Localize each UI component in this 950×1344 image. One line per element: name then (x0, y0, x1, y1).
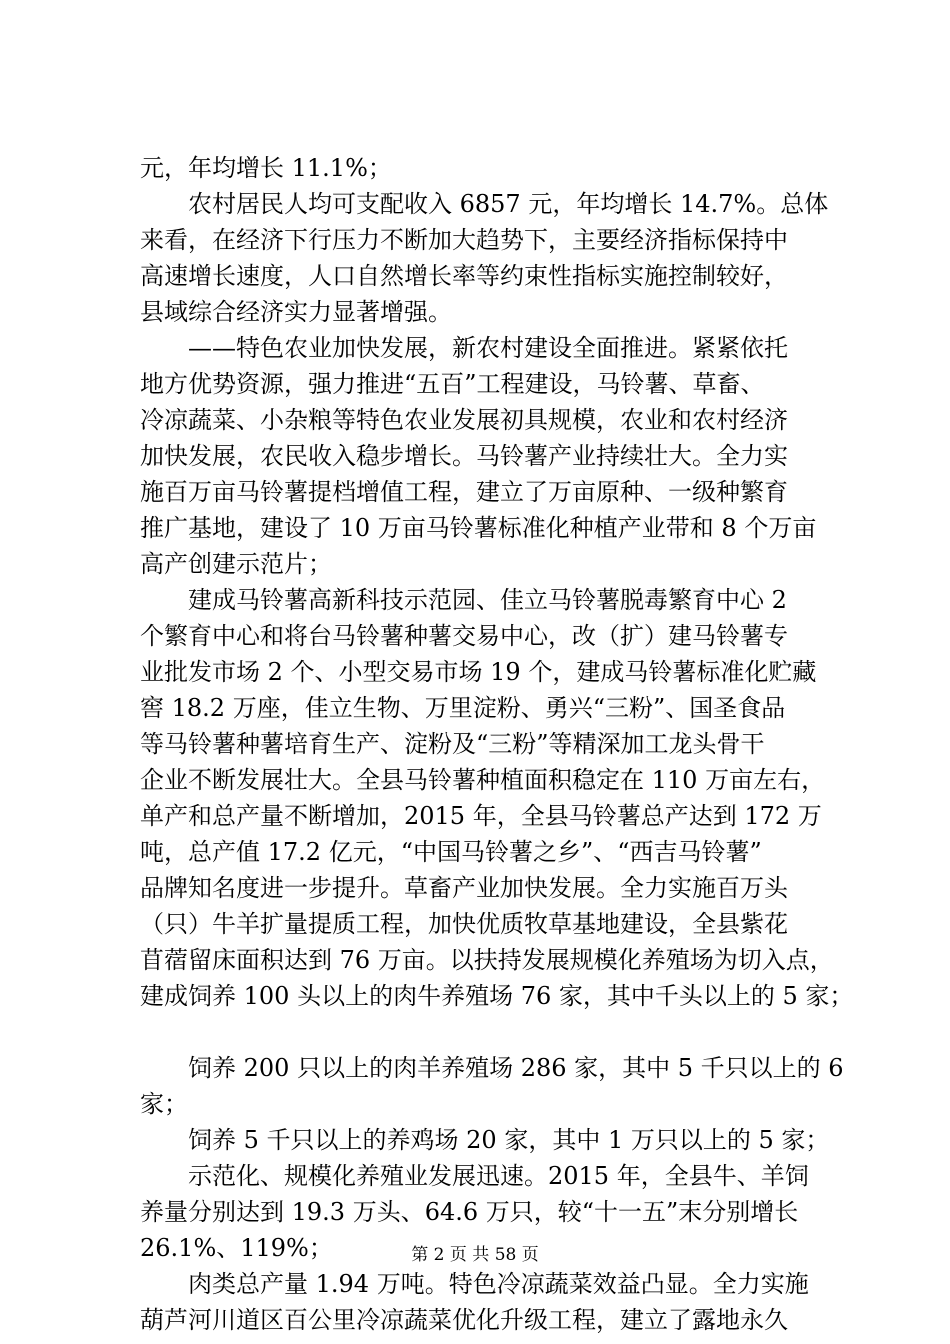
text-line: 建成马铃薯高新科技示范园、佳立马铃薯脱毒繁育中心 2 (140, 586, 787, 614)
text-line: 来看，在经济下行压力不断加大趋势下，主要经济指标保持中 (140, 226, 788, 254)
text-line: 吨，总产值 17.2 亿元，“中国马铃薯之乡”、“西吉马铃薯” (140, 838, 762, 866)
text-line: 企业不断发展壮大。全县马铃薯种植面积稳定在 110 万亩左右， (140, 766, 826, 794)
text-line: 单产和总产量不断增加，2015 年，全县马铃薯总产达到 172 万 (140, 802, 822, 830)
text-line: 施百万亩马铃薯提档增值工程，建立了万亩原种、一级种繁育 (140, 478, 788, 506)
text-line: 肉类总产量 1.94 万吨。特色冷凉蔬菜效益凸显。全力实施 (140, 1270, 809, 1298)
text-line: 地方优势资源，强力推进“五百”工程建设，马铃薯、草畜、 (140, 370, 765, 398)
text-line: 业批发市场 2 个、小型交易市场 19 个，建成马铃薯标准化贮藏 (140, 658, 817, 686)
text-line: 个繁育中心和将台马铃薯种薯交易中心，改（扩）建马铃薯专 (140, 622, 788, 650)
page-number-footer: 第 2 页 共 58 页 (411, 1245, 539, 1265)
text-line: 示范化、规模化养殖业发展迅速。2015 年，全县牛、羊饲 (140, 1162, 809, 1190)
text-line: 葫芦河川道区百公里冷凉蔬菜优化升级工程，建立了露地永久 (140, 1306, 788, 1334)
text-line: ——特色农业加快发展，新农村建设全面推进。紧紧依托 (140, 334, 788, 362)
text-line: 冷凉蔬菜、小杂粮等特色农业发展初具规模，农业和农村经济 (140, 406, 788, 434)
text-line: 县域综合经济实力显著增强。 (140, 298, 452, 326)
text-line: 高产创建示范片； (140, 550, 332, 578)
text-line: 农村居民人均可支配收入 6857 元，年均增长 14.7%。总体 (140, 190, 829, 218)
text-line: 苜蓿留床面积达到 76 万亩。以扶持发展规模化养殖场为切入点， (140, 946, 834, 974)
text-line: 饲养 5 千只以上的养鸡场 20 家，其中 1 万只以上的 5 家； (140, 1126, 830, 1154)
text-line: 品牌知名度进一步提升。草畜产业加快发展。全力实施百万头 (140, 874, 788, 902)
text-line: 家； (140, 1090, 188, 1118)
text-line: 推广基地，建设了 10 万亩马铃薯标准化种植产业带和 8 个万亩 (140, 514, 817, 542)
document-body (140, 150, 854, 1338)
text-line: 等马铃薯种薯培育生产、淀粉及“三粉”等精深加工龙头骨干 (140, 730, 765, 758)
text-line: 窖 18.2 万座，佳立生物、万里淀粉、勇兴“三粉”、国圣食品 (140, 694, 786, 722)
text-line: 饲养 200 只以上的肉羊养殖场 286 家，其中 5 千只以上的 6 (140, 1054, 844, 1082)
text-line: 元，年均增长 11.1%； (140, 154, 392, 182)
text-line: 建成饲养 100 头以上的肉牛养殖场 76 家，其中千头以上的 5 家； (140, 982, 854, 1010)
text-line: 26.1%、119%； (140, 1234, 333, 1262)
text-line: 高速增长速度，人口自然增长率等约束性指标实施控制较好， (140, 262, 788, 290)
blank-line (140, 1014, 840, 1050)
text-line: （只）牛羊扩量提质工程，加快优质牧草基地建设，全县紫花 (140, 910, 788, 938)
text-line: 养量分别达到 19.3 万头、64.6 万只，较“十一五”末分别增长 (140, 1198, 799, 1226)
text-line: 加快发展，农民收入稳步增长。马铃薯产业持续壮大。全力实 (140, 442, 788, 470)
